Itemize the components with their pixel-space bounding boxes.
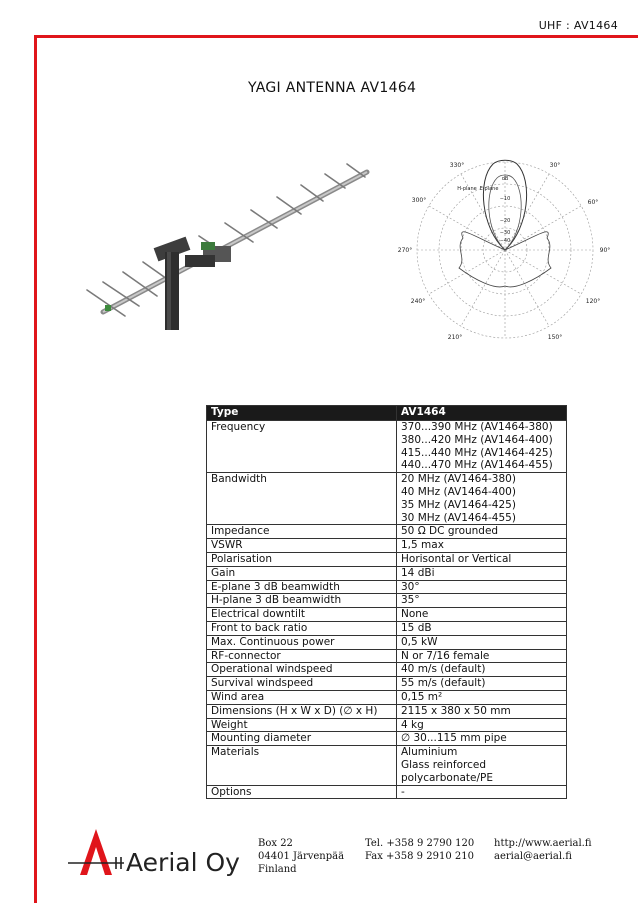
angle-300-label: 300°: [411, 197, 427, 204]
spec-row: [207, 690, 567, 704]
db-label: dB: [501, 176, 509, 182]
spec-value-line: 0,5 kW: [401, 635, 438, 648]
spec-value: [397, 594, 567, 608]
spec-row: [207, 473, 567, 525]
spec-value-line: 30°: [401, 580, 420, 593]
spec-value-line: N or 7/16 female: [401, 649, 490, 662]
spec-value: [397, 473, 567, 525]
spec-row: [207, 746, 567, 785]
spec-label: Materials: [207, 746, 397, 785]
spec-value: [397, 566, 567, 580]
db-minus-10: −10: [499, 196, 511, 202]
spec-value: [397, 421, 567, 473]
spec-label: Gain: [207, 566, 397, 580]
spec-row: [207, 421, 567, 473]
spec-row: [207, 539, 567, 553]
spec-value-line: 40 MHz (AV1464-400): [401, 485, 516, 498]
spec-row: [207, 594, 567, 608]
spec-value: [397, 635, 567, 649]
angle-30-label: 30°: [549, 162, 561, 169]
spec-label: Electrical downtilt: [207, 608, 397, 622]
spec-value-line: 35 MHz (AV1464-425): [401, 498, 516, 511]
spec-row: [207, 649, 567, 663]
spec-row: [207, 566, 567, 580]
spec-value-line: -: [401, 785, 405, 798]
footer-phone: [365, 837, 474, 863]
angle-60-label: 60°: [587, 199, 599, 206]
spec-row: [207, 580, 567, 594]
e-plane-legend: E-plane: [479, 186, 499, 192]
spec-value-line: 30 MHz (AV1464-455): [401, 511, 516, 524]
spec-value-line: Horisontal or Vertical: [401, 552, 512, 565]
spec-value-line: ∅ 30...115 mm pipe: [401, 732, 507, 745]
spec-value-line: 4 kg: [401, 718, 424, 731]
spec-label: Polarisation: [207, 552, 397, 566]
red-top-rule: [34, 35, 638, 38]
spec-header-type: Type: [207, 406, 397, 421]
spec-label: Mounting diameter: [207, 732, 397, 746]
spec-value: [397, 608, 567, 622]
spec-row: [207, 621, 567, 635]
spec-value-line: 50 Ω DC grounded: [401, 525, 499, 538]
spec-value: [397, 552, 567, 566]
spec-row: [207, 677, 567, 691]
spec-label: E-plane 3 dB beamwidth: [207, 580, 397, 594]
spec-value-line: None: [401, 608, 429, 621]
angle-90-label: 90°: [599, 247, 611, 254]
spec-value-line: 35°: [401, 594, 420, 607]
spec-value-line: 440...470 MHz (AV1464-455): [401, 459, 553, 472]
spec-value-line: 1,5 max: [401, 539, 444, 552]
spec-value-line: 14 dBi: [401, 566, 435, 579]
yagi-antenna-illustration: [85, 160, 375, 335]
spec-value: [397, 663, 567, 677]
spec-value: [397, 690, 567, 704]
spec-label: Options: [207, 785, 397, 799]
db-minus-30: −30: [499, 230, 511, 236]
spec-body: [207, 421, 567, 799]
spec-value: [397, 746, 567, 785]
spec-row: [207, 704, 567, 718]
spec-value-line: 40 m/s (default): [401, 663, 486, 676]
spec-row: [207, 732, 567, 746]
spec-value-line: 0,15 m²: [401, 690, 443, 703]
spec-row: [207, 718, 567, 732]
spec-value: [397, 732, 567, 746]
spec-label: Impedance: [207, 525, 397, 539]
spec-value-line: 55 m/s (default): [401, 677, 486, 690]
footer-address: [258, 837, 344, 876]
footer-web: [494, 837, 592, 863]
spec-value-line: 2115 x 380 x 50 mm: [401, 704, 511, 717]
radiation-pattern-diagram: [385, 150, 625, 350]
spec-label: RF-connector: [207, 649, 397, 663]
spec-label: Weight: [207, 718, 397, 732]
spec-row: [207, 525, 567, 539]
spec-value: [397, 580, 567, 594]
angle-270-label: 270°: [397, 247, 413, 254]
spec-value-line: polycarbonate/PE: [401, 771, 494, 784]
header-code: UHF : AV1464: [538, 19, 618, 32]
spec-value-line: 415...440 MHz (AV1464-425): [401, 446, 553, 459]
website-link[interactable]: http://www.aerial.fi: [494, 838, 592, 849]
db-minus-40: −40: [499, 238, 511, 244]
spec-label: Max. Continuous power: [207, 635, 397, 649]
spec-value: [397, 525, 567, 539]
spec-value: [397, 785, 567, 799]
spec-value-line: 370...390 MHz (AV1464-380): [401, 421, 553, 433]
spec-row: [207, 635, 567, 649]
spec-value: [397, 649, 567, 663]
spec-value: [397, 677, 567, 691]
spec-row: [207, 785, 567, 799]
spec-table: [206, 405, 567, 799]
spec-value-line: 380...420 MHz (AV1464-400): [401, 433, 553, 446]
angle-330-label: 330°: [449, 162, 465, 169]
spec-value: [397, 718, 567, 732]
email-link[interactable]: aerial@aerial.fi: [494, 851, 572, 862]
logo-text: Aerial Oy: [126, 848, 240, 877]
spec-value-line: 20 MHz (AV1464-380): [401, 473, 516, 486]
spec-label: Front to back ratio: [207, 621, 397, 635]
spec-value: [397, 539, 567, 553]
aerial-oy-logo: [66, 827, 256, 882]
db-minus-20: −20: [499, 218, 511, 224]
spec-value-line: 15 dB: [401, 621, 432, 634]
address-line: Finland: [258, 864, 297, 875]
spec-row: [207, 552, 567, 566]
page-title: YAGI ANTENNA AV1464: [248, 80, 417, 96]
spec-label: Bandwidth: [207, 473, 397, 525]
address-line: Box 22: [258, 838, 293, 849]
angle-150-label: 150°: [547, 334, 563, 341]
spec-value-line: Aluminium: [401, 746, 458, 759]
red-left-rule: [34, 35, 37, 903]
h-plane-legend: H-plane: [457, 186, 477, 192]
spec-row: [207, 663, 567, 677]
spec-row: [207, 608, 567, 622]
angle-210-label: 210°: [447, 334, 463, 341]
fax-line: Fax +358 9 2910 210: [365, 851, 474, 862]
spec-header-row: [207, 406, 567, 421]
spec-label: Survival windspeed: [207, 677, 397, 691]
spec-value: [397, 704, 567, 718]
spec-label: Dimensions (H x W x D) (∅ x H): [207, 704, 397, 718]
spec-value-line: Glass reinforced: [401, 758, 486, 771]
angle-120-label: 120°: [585, 298, 601, 305]
spec-header-model: AV1464: [397, 406, 567, 421]
spec-label: Wind area: [207, 690, 397, 704]
spec-label: Operational windspeed: [207, 663, 397, 677]
spec-label: VSWR: [207, 539, 397, 553]
spec-value: [397, 621, 567, 635]
angle-240-label: 240°: [410, 298, 426, 305]
phone-line: Tel. +358 9 2790 120: [365, 838, 475, 849]
spec-label: H-plane 3 dB beamwidth: [207, 594, 397, 608]
address-line: 04401 Järvenpää: [258, 851, 345, 862]
spec-label: Frequency: [207, 421, 397, 473]
